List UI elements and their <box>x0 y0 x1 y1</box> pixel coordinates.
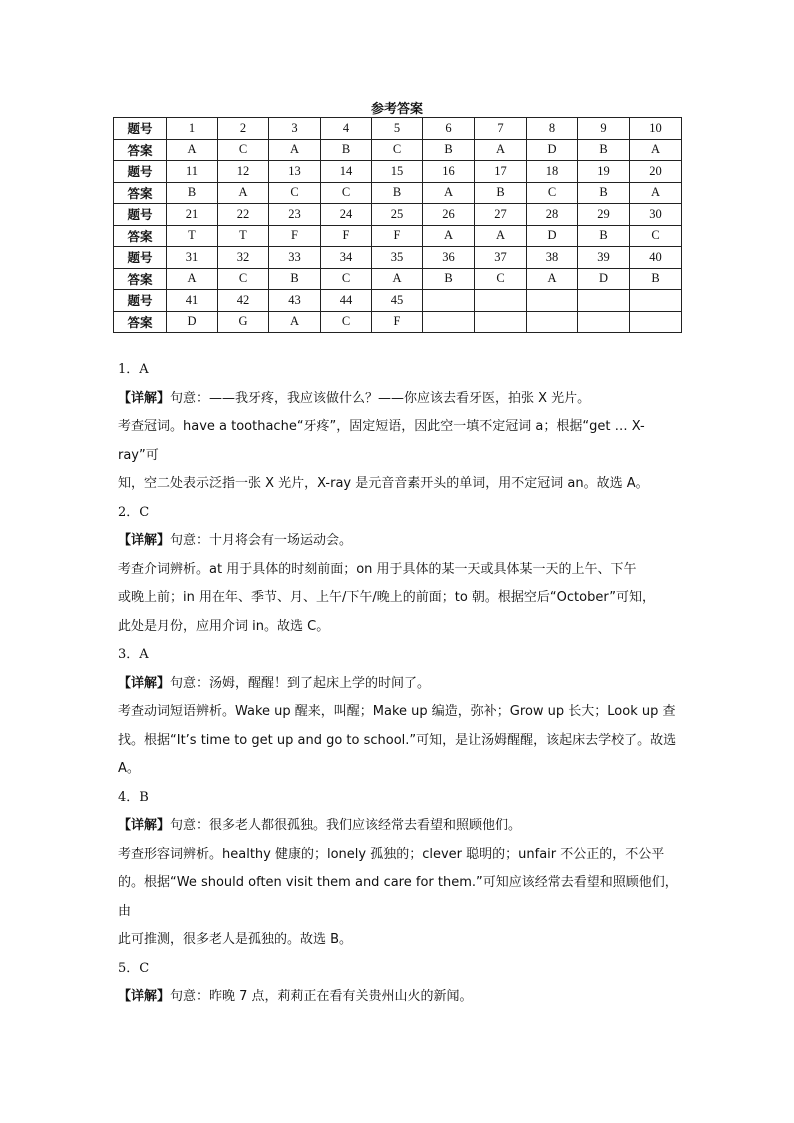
table-cell: 35 <box>372 247 423 269</box>
table-cell: 8 <box>527 118 578 140</box>
table-cell: 31 <box>167 247 218 269</box>
meaning-line <box>118 983 684 1012</box>
table-cell: 1 <box>167 118 218 140</box>
analysis-line: 的。根据“We should often visit them and care for them.”可知应该经常去看望和照顾他们，由 <box>118 875 678 919</box>
table-cell: C <box>527 182 578 204</box>
table-cell: 12 <box>218 161 269 183</box>
table-cell: 45 <box>372 290 423 312</box>
analysis-line: 考查动词短语辨析。Wake up 醒来，叫醒；Make up 编造，弥补；Grow up 长大；Look up 查 <box>118 704 676 719</box>
table-cell: A <box>269 139 321 161</box>
table-cell: 14 <box>321 161 372 183</box>
table-cell: B <box>578 139 630 161</box>
table-cell: 21 <box>167 204 218 226</box>
table-cell: 7 <box>475 118 527 140</box>
table-row <box>114 225 682 247</box>
table-cell: B <box>578 225 630 247</box>
analysis-line: 考查冠词。have a toothache“牙疼”，固定短语，因此空一填不定冠词 a；根据“get … X-ray”可 <box>118 419 645 463</box>
table-cell <box>423 311 475 333</box>
table-cell: B <box>321 139 372 161</box>
table-cell: 16 <box>423 161 475 183</box>
table-cell: A <box>269 311 321 333</box>
table-cell: 43 <box>269 290 321 312</box>
answer-table-body <box>114 118 682 333</box>
table-cell: 26 <box>423 204 475 226</box>
table-cell: A <box>167 268 218 290</box>
table-cell: D <box>527 225 578 247</box>
table-cell <box>527 311 578 333</box>
table-cell: 34 <box>321 247 372 269</box>
table-cell: 36 <box>423 247 475 269</box>
table-cell: B <box>423 139 475 161</box>
row-label: 答案 <box>114 182 167 204</box>
table-cell: B <box>423 268 475 290</box>
table-cell <box>475 290 527 312</box>
table-cell: 19 <box>578 161 630 183</box>
table-cell: D <box>527 139 578 161</box>
table-cell: 22 <box>218 204 269 226</box>
table-cell: B <box>167 182 218 204</box>
table-cell: 18 <box>527 161 578 183</box>
table-cell: F <box>269 225 321 247</box>
answer-explanations <box>118 356 684 1012</box>
table-cell: D <box>578 268 630 290</box>
table-cell: 20 <box>630 161 682 183</box>
table-cell: 28 <box>527 204 578 226</box>
table-cell: C <box>218 139 269 161</box>
table-cell: A <box>423 225 475 247</box>
table-cell: F <box>372 311 423 333</box>
table-cell <box>578 311 630 333</box>
table-cell: 38 <box>527 247 578 269</box>
detail-tag: 【详解】 <box>118 390 171 406</box>
row-label: 题号 <box>114 118 167 140</box>
page-title: 参考答案 <box>370 102 423 117</box>
table-cell: 24 <box>321 204 372 226</box>
table-cell <box>423 290 475 312</box>
question-number: 1．A <box>118 362 149 377</box>
table-cell: A <box>167 139 218 161</box>
meaning-text: 句意：昨晚 7 点，莉莉正在看有关贵州山火的新闻。 <box>170 989 473 1004</box>
table-cell: 15 <box>372 161 423 183</box>
table-row <box>114 311 682 333</box>
row-label: 题号 <box>114 204 167 226</box>
table-cell: A <box>475 225 527 247</box>
table-cell: B <box>475 182 527 204</box>
table-row <box>114 247 682 269</box>
table-cell: 2 <box>218 118 269 140</box>
table-cell: 44 <box>321 290 372 312</box>
table-cell: 33 <box>269 247 321 269</box>
table-cell: A <box>630 182 682 204</box>
table-row <box>114 118 682 140</box>
question-number: 4．B <box>118 789 149 805</box>
row-label: 答案 <box>114 139 167 161</box>
table-cell: T <box>167 225 218 247</box>
table-cell: B <box>269 268 321 290</box>
detail-tag: 【详解】 <box>118 989 171 1004</box>
table-cell: 11 <box>167 161 218 183</box>
table-cell: 5 <box>372 118 423 140</box>
answer-table <box>113 117 682 333</box>
row-label: 题号 <box>114 161 167 183</box>
analysis-line: 找。根据“It’s time to get up and go to school.”可知，是让汤姆醒醒，该起床去学校了。故选 <box>118 732 677 748</box>
table-cell: G <box>218 311 269 333</box>
table-cell: B <box>372 182 423 204</box>
analysis-line: 或晚上前；in 用在年、季节、月、上午/下午/晚上的前面；to 朝。根据空后“October”可知， <box>118 590 655 605</box>
analysis-line: 知，空二处表示泛指一张 X 光片，X-ray 是元音音素开头的单词，用不定冠词 an。故选 A。 <box>118 476 649 491</box>
table-cell: C <box>475 268 527 290</box>
table-cell: F <box>321 225 372 247</box>
question-number: 3．A <box>118 647 149 662</box>
table-cell <box>527 290 578 312</box>
question-number: 5．C <box>118 960 150 976</box>
table-cell: 25 <box>372 204 423 226</box>
meaning-text: 句意：汤姆，醒醒！到了起床上学的时间了。 <box>170 675 431 691</box>
meaning-text: 句意：——我牙疼，我应该做什么？——你应该去看牙医，拍张 X 光片。 <box>170 390 591 406</box>
table-cell <box>475 311 527 333</box>
table-cell: 17 <box>475 161 527 183</box>
table-cell: A <box>527 268 578 290</box>
row-label: 题号 <box>114 290 167 312</box>
table-cell: A <box>630 139 682 161</box>
table-cell: 10 <box>630 118 682 140</box>
meaning-line <box>118 670 684 699</box>
table-cell: 40 <box>630 247 682 269</box>
question-number: 2．C <box>118 504 150 520</box>
table-cell <box>630 311 682 333</box>
table-cell: 29 <box>578 204 630 226</box>
table-row <box>114 290 682 312</box>
analysis-line: 考查形容词辨析。healthy 健康的；lonely 孤独的；clever 聪明的；unfair 不公正的，不公平 <box>118 846 665 862</box>
table-cell: C <box>321 182 372 204</box>
table-cell: 9 <box>578 118 630 140</box>
table-row <box>114 268 682 290</box>
table-cell: 23 <box>269 204 321 226</box>
table-cell: B <box>578 182 630 204</box>
table-cell: T <box>218 225 269 247</box>
table-cell: C <box>630 225 682 247</box>
table-cell: 30 <box>630 204 682 226</box>
table-row <box>114 204 682 226</box>
table-cell: B <box>630 268 682 290</box>
table-cell: 6 <box>423 118 475 140</box>
analysis-line: A。 <box>118 761 140 776</box>
table-cell <box>630 290 682 312</box>
analysis-line: 此处是月份，应用介词 in。故选 C。 <box>118 618 330 634</box>
table-row <box>114 161 682 183</box>
table-cell: 37 <box>475 247 527 269</box>
table-cell: C <box>218 268 269 290</box>
table-cell: C <box>321 311 372 333</box>
detail-tag: 【详解】 <box>118 533 171 548</box>
detail-tag: 【详解】 <box>118 675 171 691</box>
analysis-line: 此可推测，很多老人是孤独的。故选 B。 <box>118 932 353 947</box>
table-cell: C <box>269 182 321 204</box>
table-cell: A <box>218 182 269 204</box>
table-cell: C <box>372 139 423 161</box>
meaning-line <box>118 527 684 556</box>
analysis-line: 考查介词辨析。at 用于具体的时刻前面；on 用于具体的某一天或具体某一天的上午、下午 <box>118 561 637 577</box>
meaning-line <box>118 812 684 841</box>
table-cell: A <box>475 139 527 161</box>
row-label: 答案 <box>114 311 167 333</box>
table-cell: 39 <box>578 247 630 269</box>
table-cell: 4 <box>321 118 372 140</box>
row-label: 答案 <box>114 268 167 290</box>
meaning-line <box>118 385 684 414</box>
meaning-text: 句意：十月将会有一场运动会。 <box>170 533 353 548</box>
table-cell: 27 <box>475 204 527 226</box>
table-cell: 13 <box>269 161 321 183</box>
table-cell: D <box>167 311 218 333</box>
table-cell: F <box>372 225 423 247</box>
table-row <box>114 182 682 204</box>
meaning-text: 句意：很多老人都很孤独。我们应该经常去看望和照顾他们。 <box>170 818 522 833</box>
table-cell: C <box>321 268 372 290</box>
table-row <box>114 139 682 161</box>
table-cell: A <box>423 182 475 204</box>
row-label: 答案 <box>114 225 167 247</box>
table-cell <box>578 290 630 312</box>
table-cell: 42 <box>218 290 269 312</box>
row-label: 题号 <box>114 247 167 269</box>
table-cell: 3 <box>269 118 321 140</box>
detail-tag: 【详解】 <box>118 818 171 833</box>
table-cell: 41 <box>167 290 218 312</box>
table-cell: 32 <box>218 247 269 269</box>
table-cell: A <box>372 268 423 290</box>
